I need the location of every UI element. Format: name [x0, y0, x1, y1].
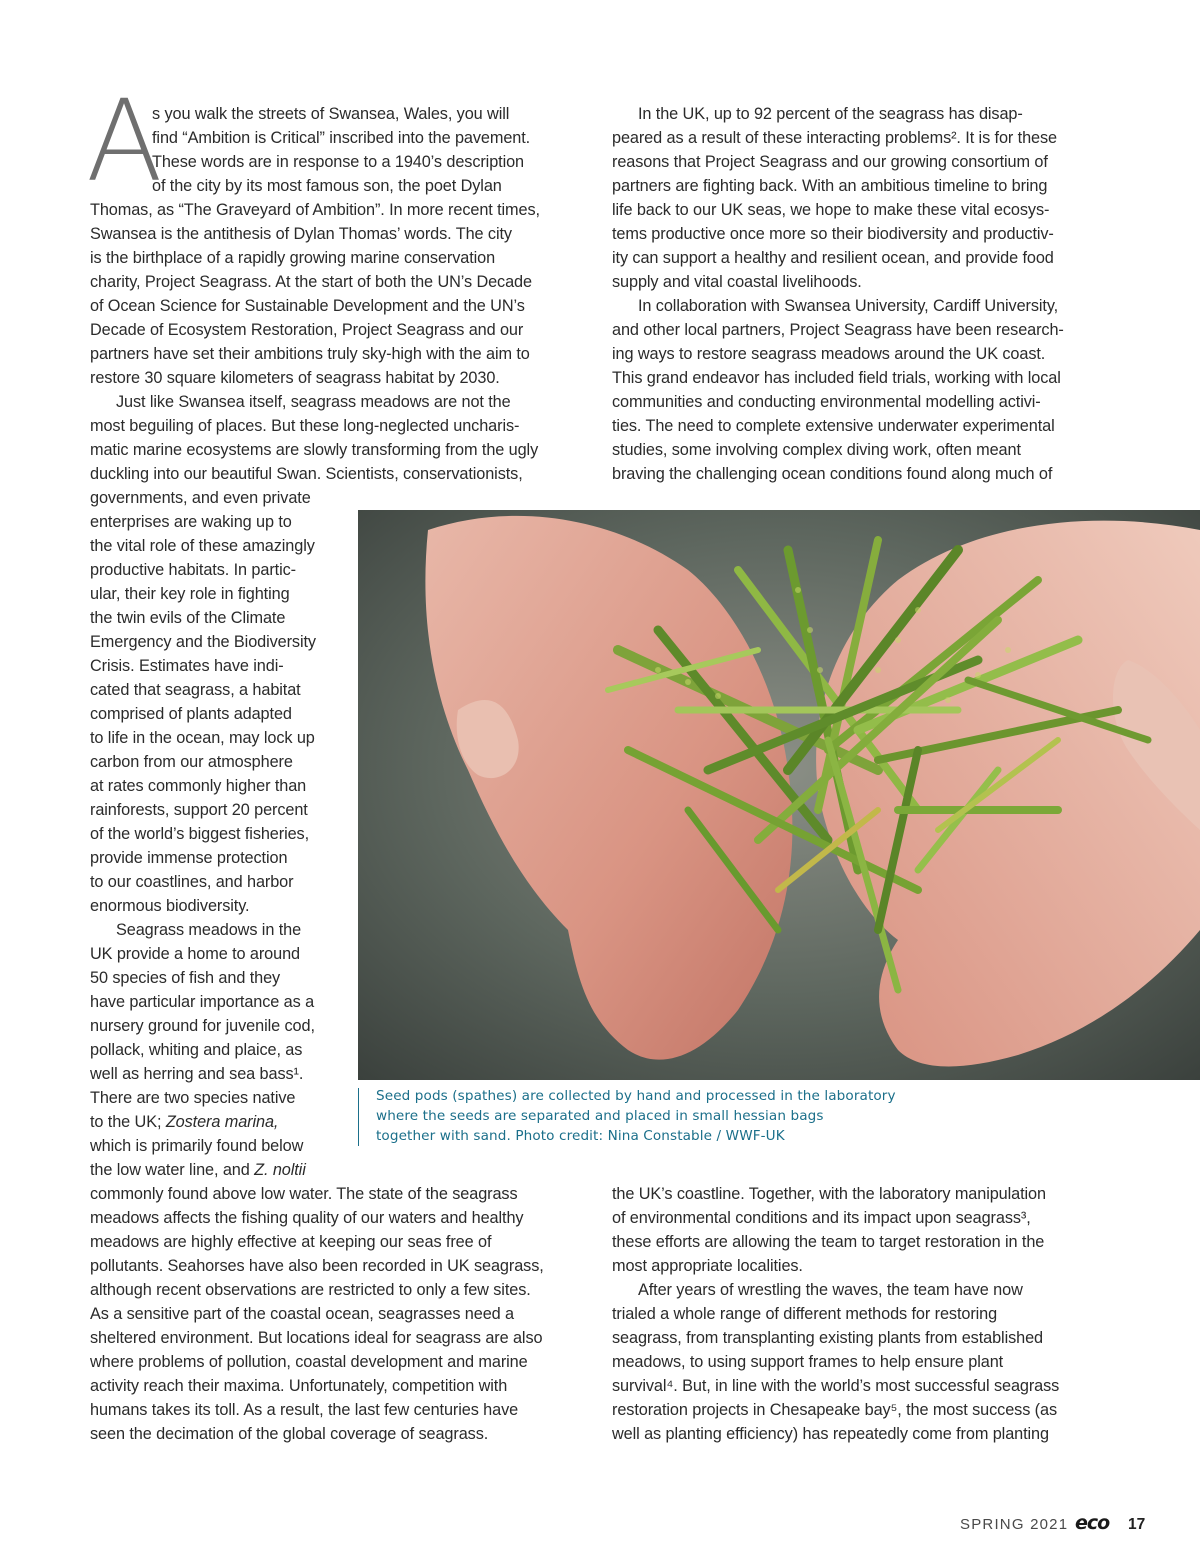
body-line: life back to our UK seas, we hope to make these vital ecosys-	[612, 201, 1050, 219]
body-line: and other local partners, Project Seagrass have been research-	[612, 321, 1064, 339]
body-line: In collaboration with Swansea University, Cardiff University,	[638, 297, 1059, 315]
body-line: the UK’s coastline. Together, with the laboratory manipulation	[612, 1185, 1046, 1203]
body-line: where problems of pollution, coastal development and marine	[90, 1353, 528, 1371]
body-line: Emergency and the Biodiversity	[90, 633, 316, 651]
body-line: commonly found above low water. The state of the seagrass	[90, 1185, 518, 1203]
body-line: humans takes its toll. As a result, the last few centuries have	[90, 1401, 519, 1419]
body-line: pollutants. Seahorses have also been recorded in UK seagrass,	[90, 1257, 544, 1275]
body-line: matic marine ecosystems are slowly transforming from the ugly	[90, 441, 539, 459]
drop-cap: A	[86, 77, 159, 207]
body-line: UK provide a home to around	[90, 945, 300, 963]
body-line: well as planting efficiency) has repeatedly come from planting	[612, 1425, 1049, 1443]
body-line: activity reach their maxima. Unfortunately, competition with	[90, 1377, 508, 1395]
body-line: comprised of plants adapted	[90, 705, 292, 723]
seagrass-photo	[358, 510, 1200, 1080]
body-line: is the birthplace of a rapidly growing marine conservation	[90, 249, 496, 267]
body-text: to the UK;	[90, 1113, 166, 1131]
body-line: most beguiling of places. But these long-neglected uncharis-	[90, 417, 520, 435]
body-line: Seagrass meadows in the	[116, 921, 302, 939]
body-line: Swansea is the antithesis of Dylan Thomas’ words. The city	[90, 225, 512, 243]
body-line: to our coastlines, and harbor	[90, 873, 294, 891]
body-line: of Ocean Science for Sustainable Development and the UN’s	[90, 297, 525, 315]
body-line: Decade of Ecosystem Restoration, Project Seagrass and our	[90, 321, 524, 339]
body-line: to life in the ocean, may lock up	[90, 729, 315, 747]
body-line: carbon from our atmosphere	[90, 753, 293, 771]
body-line	[90, 1158, 306, 1182]
body-line: cated that seagrass, a habitat	[90, 681, 301, 699]
body-line: rainforests, support 20 percent	[90, 801, 308, 819]
photo-caption: together with sand. Photo credit: Nina Constable / WWF-UK	[376, 1128, 785, 1144]
body-line: although recent observations are restricted to only a few sites.	[90, 1281, 531, 1299]
caption-rule	[358, 1088, 359, 1146]
body-line: which is primarily found below	[90, 1137, 304, 1155]
body-line: This grand endeavor has included field trials, working with local	[612, 369, 1061, 387]
body-line: ing ways to restore seagrass meadows around the UK coast.	[612, 345, 1046, 363]
page-number: 17	[1128, 1516, 1146, 1533]
body-line: of the city by its most famous son, the poet Dylan	[152, 177, 502, 195]
body-line: the vital role of these amazingly	[90, 537, 315, 555]
body-line: the twin evils of the Climate	[90, 609, 286, 627]
body-line: trialed a whole range of different methods for restoring	[612, 1305, 998, 1323]
body-line: seagrass, from transplanting existing plants from established	[612, 1329, 1043, 1347]
species-name: Z. noltii	[254, 1161, 306, 1179]
body-line: After years of wrestling the waves, the team have now	[638, 1281, 1023, 1299]
body-line: In the UK, up to 92 percent of the seagrass has disap-	[638, 105, 1023, 123]
body-line: most appropriate localities.	[612, 1257, 803, 1275]
body-line: Crisis. Estimates have indi-	[90, 657, 284, 675]
body-line: There are two species native	[90, 1089, 296, 1107]
body-line: provide immense protection	[90, 849, 288, 867]
body-line: s you walk the streets of Swansea, Wales, you will	[152, 105, 510, 123]
body-line: studies, some involving complex diving work, often meant	[612, 441, 1021, 459]
species-name: Zostera marina,	[165, 1113, 279, 1131]
body-line: restoration projects in Chesapeake bay⁵, the most success (as	[612, 1401, 1057, 1419]
body-line: at rates commonly higher than	[90, 777, 307, 795]
body-line: meadows are highly effective at keeping our seas free of	[90, 1233, 492, 1251]
body-line: restore 30 square kilometers of seagrass habitat by 2030.	[90, 369, 500, 387]
body-line: sheltered environment. But locations ideal for seagrass are also	[90, 1329, 543, 1347]
photo-caption: Seed pods (spathes) are collected by hand and processed in the laboratory	[376, 1088, 896, 1104]
body-line: supply and vital coastal livelihoods.	[612, 273, 862, 291]
body-line: 50 species of fish and they	[90, 969, 281, 987]
body-line: well as herring and sea bass¹.	[90, 1065, 304, 1083]
body-line: pollack, whiting and plaice, as	[90, 1041, 303, 1059]
magazine-logo: eco	[1075, 1512, 1110, 1534]
issue-season: SPRING 2021	[960, 1516, 1069, 1533]
body-line: charity, Project Seagrass. At the start of both the UN’s Decade	[90, 273, 532, 291]
photo-caption: where the seeds are separated and placed in small hessian bags	[376, 1108, 824, 1124]
body-line: nursery ground for juvenile cod,	[90, 1017, 315, 1035]
body-line: partners are fighting back. With an ambitious timeline to bring	[612, 177, 1048, 195]
body-line: of the world’s biggest fisheries,	[90, 825, 310, 843]
body-line: governments, and even private	[90, 489, 311, 507]
body-line: ity can support a healthy and resilient ocean, and provide food	[612, 249, 1054, 267]
body-line: meadows, to using support frames to help ensure plant	[612, 1353, 1004, 1371]
body-text: the low water line, and	[90, 1161, 255, 1179]
body-line: of environmental conditions and its impact upon seagrass³,	[612, 1209, 1031, 1227]
body-line: find “Ambition is Critical” inscribed into the pavement.	[152, 129, 531, 147]
body-line: braving the challenging ocean conditions found along much of	[612, 465, 1053, 483]
body-line: enterprises are waking up to	[90, 513, 292, 531]
body-line: partners have set their ambitions truly sky-high with the aim to	[90, 345, 530, 363]
body-line: communities and conducting environmental modelling activi-	[612, 393, 1041, 411]
body-line: reasons that Project Seagrass and our growing consortium of	[612, 153, 1048, 171]
body-line: Thomas, as “The Graveyard of Ambition”. In more recent times,	[90, 201, 540, 219]
body-line	[90, 1110, 278, 1134]
body-line: As a sensitive part of the coastal ocean, seagrasses need a	[90, 1305, 515, 1323]
body-line: these efforts are allowing the team to target restoration in the	[612, 1233, 1045, 1251]
body-line: peared as a result of these interacting problems². It is for these	[612, 129, 1057, 147]
body-line: survival⁴. But, in line with the world’s most successful seagrass	[612, 1377, 1060, 1395]
body-line: Just like Swansea itself, seagrass meadows are not the	[116, 393, 511, 411]
body-line: ties. The need to complete extensive underwater experimental	[612, 417, 1055, 435]
body-line: seen the decimation of the global coverage of seagrass.	[90, 1425, 489, 1443]
body-line: These words are in response to a 1940’s description	[152, 153, 525, 171]
body-line: duckling into our beautiful Swan. Scientists, conservationists,	[90, 465, 523, 483]
body-line: have particular importance as a	[90, 993, 315, 1011]
body-line: ular, their key role in fighting	[90, 585, 290, 603]
hands-holding-seagrass-illustration	[358, 510, 1200, 1080]
body-line: tems productive once more so their biodiversity and productiv-	[612, 225, 1054, 243]
body-line: meadows affects the fishing quality of our waters and healthy	[90, 1209, 524, 1227]
body-line: productive habitats. In partic-	[90, 561, 296, 579]
body-line: enormous biodiversity.	[90, 897, 250, 915]
